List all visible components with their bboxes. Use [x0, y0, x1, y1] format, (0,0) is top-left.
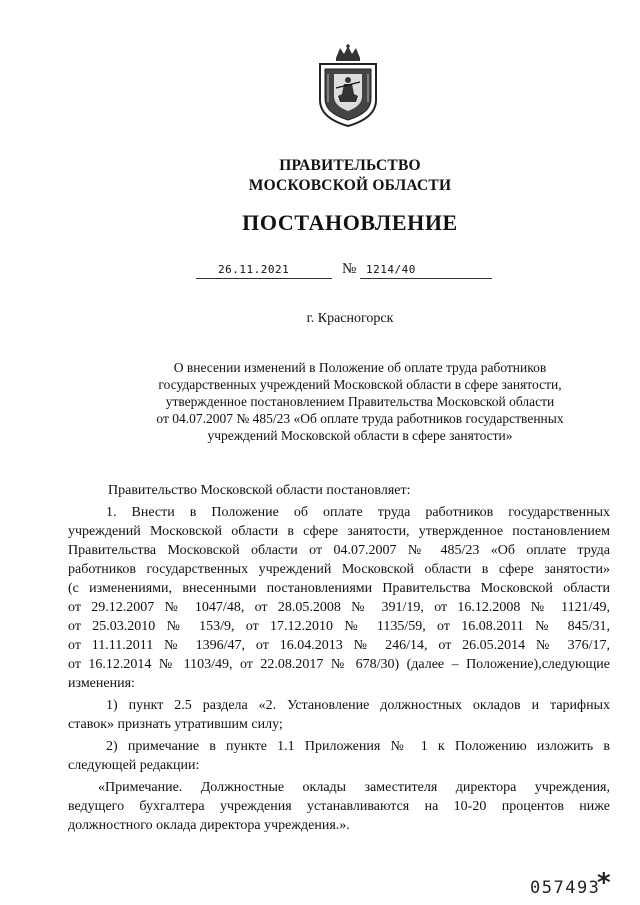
paragraph-line: от 16.12.2014 № 1103/49, от 22.08.2017 № 678/30) (далее – Положение),следующие: [68, 657, 610, 672]
document-serial-number: 057493: [530, 878, 601, 898]
document-type-title: ПОСТАНОВЛЕНИЕ: [242, 210, 458, 235]
quote-line: должностного оклада директора учреждения.».: [68, 818, 350, 833]
subject-line: государственных учреждений Московской области в сфере занятости,: [158, 377, 562, 392]
subject-line: О внесении изменений в Положение об оплате труда работников: [173, 360, 547, 375]
subject-line: утвержденное постановлением Правительства Московской области: [165, 394, 555, 409]
government-name-line2: МОСКОВСКОЙ ОБЛАСТИ: [248, 177, 452, 194]
item-line: ставок» признать утратившим силу;: [68, 717, 283, 732]
number-sign: №: [342, 261, 357, 277]
paragraph-line: работников государственных учреждений Московской области в сфере занятости»: [68, 562, 610, 577]
item-line: 1) пункт 2.5 раздела «2. Установление должностных окладов и тарифных: [106, 698, 610, 713]
quote-line: «Примечание. Должностные оклады заместителя директора учреждения,: [98, 780, 610, 795]
paragraph-line: от 11.11.2011 № 1396/47, от 16.04.2013 № 246/14, от 26.05.2014 № 376/17,: [68, 638, 610, 653]
number-underline: [360, 278, 492, 279]
paragraph-line: от 25.03.2010 № 153/9, от 17.12.2010 № 1135/59, от 16.08.2011 № 845/31,: [68, 619, 610, 634]
paragraph-line: изменения:: [68, 676, 135, 691]
document-number: 1214/40: [366, 263, 416, 276]
date-underline: [196, 278, 332, 279]
asterisk-mark: *: [597, 868, 611, 898]
item-line: 2) примечание в пункте 1.1 Приложения № 1 к Положению изложить в: [106, 739, 610, 754]
paragraph-line: (с изменениями, внесенными постановлениями Правительства Московской области: [68, 581, 610, 596]
quote-line: ведущего бухгалтера учреждения устанавливаются на 10-20 процентов ниже: [68, 799, 610, 814]
city-name: г. Красногорск: [306, 311, 394, 326]
subject-line: учреждений Московской области в сфере занятости»: [207, 428, 513, 443]
document-subject: [80, 359, 640, 444]
document-body: [68, 481, 610, 835]
paragraph-line: 1. Внести в Положение об оплате труда работников государственных: [106, 505, 610, 520]
paragraph-line: учреждений Московской области в сфере занятости, утвержденное постановлением: [68, 524, 610, 539]
intro-line: Правительство Московской области постановляет:: [108, 483, 411, 498]
government-name-line1: ПРАВИТЕЛЬСТВО: [279, 157, 421, 174]
document-date: 26.11.2021: [218, 263, 290, 276]
paragraph-line: от 29.12.2007 № 1047/48, от 28.05.2008 № 391/19, от 16.12.2008 № 1121/49,: [68, 600, 610, 615]
coat-of-arms-icon: [314, 44, 382, 128]
subject-line: от 04.07.2007 № 485/23 «Об оплате труда работников государственных: [156, 411, 564, 426]
paragraph-line: Правительства Московской области от 04.07.2007 № 485/23 «Об оплате труда: [68, 543, 610, 558]
item-line: следующей редакции:: [68, 758, 200, 773]
